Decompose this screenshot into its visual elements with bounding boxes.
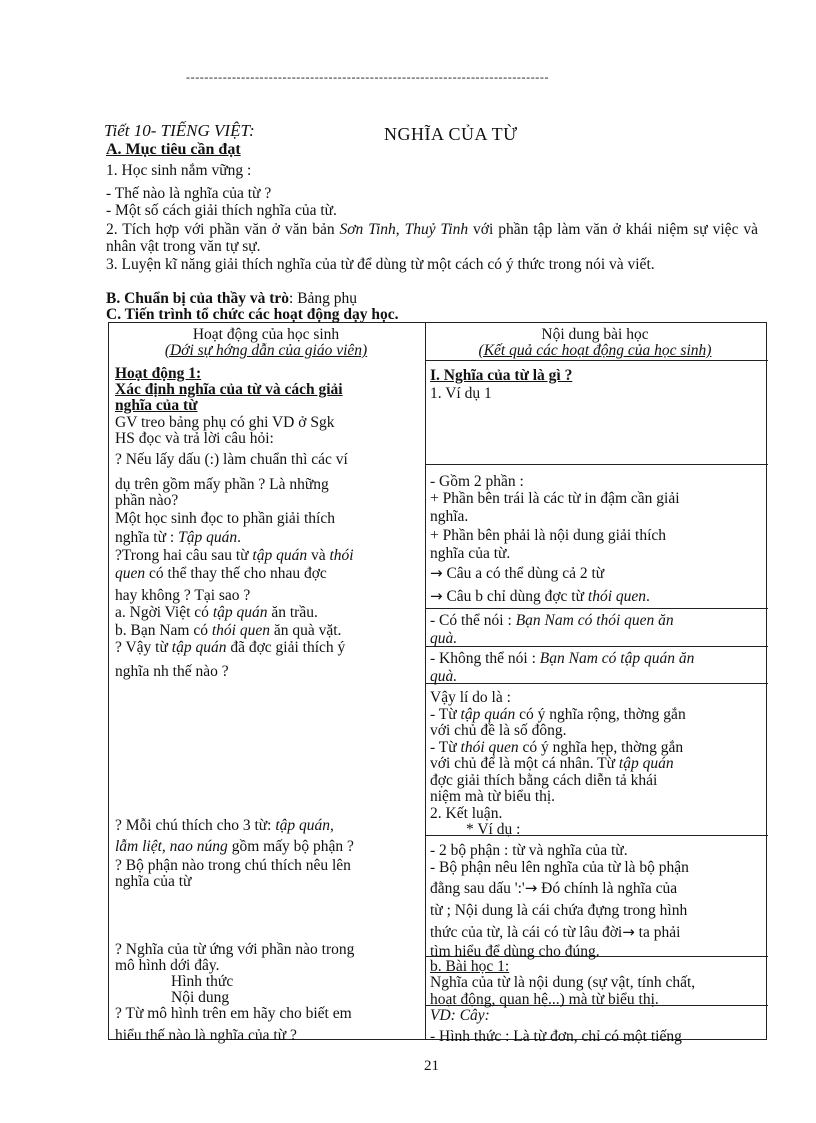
meaning-part-line-1: - Bộ phận nêu lên nghĩa của từ là bộ phận bbox=[430, 859, 689, 876]
q2-mid: và bbox=[307, 547, 330, 564]
page-top-rule: ------------------------------------------------------------------------------- bbox=[186, 70, 550, 84]
question-2-line-3: hay không ? Tại sao ? bbox=[115, 587, 251, 604]
question-4-line-2 bbox=[115, 838, 354, 856]
reason-title: Vậy lí do là : bbox=[430, 689, 511, 706]
can-say-line-2: quà. bbox=[430, 630, 458, 647]
row-separator bbox=[425, 464, 768, 465]
question-3-line-2: nghĩa nh thế nào ? bbox=[115, 663, 229, 680]
objective-2-post: với phần tập làm văn ở khái niệm sự việc và nhân vật trong văn tự sự. bbox=[106, 221, 759, 255]
reason-2-line-3: đợc giải thích bằng cách diễn tả khái bbox=[430, 772, 658, 789]
lesson-1-line-2: hoạt động, quan hệ...) mà từ biểu thị. bbox=[430, 991, 659, 1008]
arrow-icon: → bbox=[524, 879, 538, 897]
reason-1-term: tập quán bbox=[460, 706, 516, 723]
question-6-line-2: mô hình dới đây. bbox=[115, 957, 220, 974]
sentence-b-term: thói quen bbox=[587, 588, 647, 605]
objective-2-work-1: Sơn Tinh bbox=[339, 221, 396, 238]
column-divider bbox=[425, 323, 426, 1039]
q4-terms-a: tập quán, bbox=[275, 817, 334, 834]
meaning-part-pre: đằng sau dấu ':' bbox=[430, 880, 525, 897]
meaning-part-line-2 bbox=[430, 879, 677, 898]
answer-right-part-1: + Phần bên phải là nội dung giải thích bbox=[430, 527, 667, 544]
reason-1-pre: - Từ bbox=[430, 706, 461, 723]
question-2-line-2 bbox=[115, 565, 327, 583]
objective-1: 1. Học sinh nắm vững : bbox=[106, 162, 252, 179]
question-7-line-1: ? Từ mô hình trên em hãy cho biết em bbox=[115, 1005, 352, 1022]
section-1-title: I. Nghĩa của từ là gì ? bbox=[430, 367, 573, 384]
reason-2-pre: - Từ bbox=[430, 739, 461, 756]
read-aloud-pre: nghĩa từ : bbox=[115, 529, 179, 546]
lesson-label: Tiết 10- TIẾNG VIỆT: bbox=[104, 121, 255, 140]
meaning-part-4-pre: thức của từ, là cái có từ lâu đời bbox=[430, 924, 623, 941]
reason-2b-term: tập quán bbox=[618, 755, 674, 772]
answer-left-part-1: + Phần bên trái là các từ in đậm cần giải bbox=[430, 490, 680, 507]
arrow-icon: → bbox=[430, 564, 443, 582]
answer-right-part-2: nghĩa của từ. bbox=[430, 545, 511, 562]
cannot-say-line-1 bbox=[430, 650, 694, 668]
answer-sentence-a bbox=[430, 564, 604, 583]
read-aloud-line-1: Một học sinh đọc to phần giải thích bbox=[115, 510, 335, 527]
objective-1b: - Một số cách giải thích nghĩa của từ. bbox=[106, 202, 337, 219]
prep-line bbox=[106, 290, 758, 307]
question-3-line-1 bbox=[115, 639, 345, 657]
arrow-icon: → bbox=[430, 587, 443, 605]
q3-post: đã đợc giải thích ý bbox=[226, 639, 346, 656]
activity-title: Hoạt động 1: bbox=[115, 365, 202, 382]
process-heading: C. Tiến trình tổ chức các hoạt động dạy học. bbox=[106, 306, 399, 323]
cannot-say-pre: - Không thể nói : bbox=[430, 650, 540, 667]
reason-2-line-4: niệm mà từ biểu thị. bbox=[430, 788, 556, 805]
lesson-main-title: NGHĨA CỦA TỪ bbox=[384, 124, 518, 144]
objectives-heading: A. Mục tiêu cần đạt bbox=[106, 141, 241, 158]
right-column-header: Nội dung bài học bbox=[541, 326, 649, 343]
read-aloud-post: . bbox=[237, 529, 241, 546]
q4-terms-b: lẫm liệt, nao núng bbox=[115, 838, 228, 855]
objective-2-sep: , bbox=[395, 221, 405, 238]
question-6-line-1: ? Nghĩa của từ ứng với phần nào trong bbox=[115, 941, 355, 958]
arrow-icon: → bbox=[622, 923, 635, 941]
tree-form-line: - Hình thức : Là từ đơn, chỉ có một tiếng bbox=[430, 1028, 682, 1045]
ex-a-pre: a. Ngời Việt có bbox=[115, 604, 213, 621]
student-instruction: HS đọc và trả lời câu hỏi: bbox=[115, 430, 274, 447]
cannot-say-line-2: quà. bbox=[430, 668, 458, 685]
row-separator bbox=[425, 360, 768, 361]
activity-goal-line-1: Xác định nghĩa của từ và cách giải bbox=[115, 381, 343, 398]
ex-b-pre: b. Bạn Nam có bbox=[115, 622, 212, 639]
reason-2-line-2 bbox=[430, 755, 674, 773]
objective-2 bbox=[106, 221, 758, 255]
can-say-example: Bạn Nam có thói quen ăn bbox=[515, 612, 674, 629]
reason-2-post: có ý nghĩa hẹp, thờng gắn bbox=[518, 739, 684, 756]
question-4-line-1 bbox=[115, 817, 334, 835]
reason-1-post: có ý nghĩa rộng, thờng gắn bbox=[515, 706, 686, 723]
q2-post: có thể thay thế cho nhau đợc bbox=[145, 565, 327, 582]
meaning-part-line-4 bbox=[430, 923, 680, 942]
sentence-b-pre: Câu b chỉ dùng đợc từ bbox=[446, 588, 588, 605]
student-activity-column bbox=[115, 326, 417, 1044]
teacher-instruction: GV treo bảng phụ có ghi VD ở Sgk bbox=[115, 414, 335, 431]
can-say-line-1 bbox=[430, 612, 674, 630]
objective-2-work-2: Thuỷ Tinh bbox=[404, 221, 469, 238]
lesson-1-line-1: Nghĩa của từ là nội dung (sự vật, tính chất, bbox=[430, 974, 696, 991]
reason-1-line-2: với chủ đề là số đông. bbox=[430, 722, 567, 739]
model-form: Hình thức bbox=[171, 973, 234, 990]
example-a bbox=[115, 604, 318, 622]
example-tree: VD: Cây: bbox=[430, 1007, 490, 1024]
row-separator bbox=[425, 608, 768, 609]
model-content: Nội dung bbox=[171, 989, 230, 1006]
q3-term: tập quán bbox=[171, 639, 227, 656]
ex-a-post: ăn trầu. bbox=[267, 604, 318, 621]
question-1-line-2: dụ trên gồm mấy phần ? Là những bbox=[115, 476, 329, 493]
ex-a-term: tập quán bbox=[212, 604, 268, 621]
reason-2-term: thói quen bbox=[460, 739, 519, 756]
parts-answer: - 2 bộ phận : từ và nghĩa của từ. bbox=[430, 842, 628, 859]
prep-value: : Bảng phụ bbox=[289, 290, 358, 307]
meaning-part-post: Đó chính là nghĩa của bbox=[537, 880, 678, 897]
left-column-subheader: (Dới sự hớng dẫn của giáo viên) bbox=[164, 342, 368, 359]
example-2-title: * Ví dụ : bbox=[466, 821, 521, 838]
cannot-say-example: Bạn Nam có tập quán ăn bbox=[539, 650, 695, 667]
lesson-1-title: b. Bài học 1: bbox=[430, 958, 510, 975]
example-1-title: 1. Ví dụ 1 bbox=[430, 385, 492, 402]
question-1-line-3: phần nào? bbox=[115, 492, 179, 509]
question-2-line-1 bbox=[115, 547, 354, 565]
meaning-part-4-post: ta phải bbox=[634, 924, 681, 941]
objective-2-pre: 2. Tích hợp với phần văn ở văn bản bbox=[106, 221, 340, 238]
q2-term-2b: quen bbox=[115, 565, 146, 582]
row-separator bbox=[425, 646, 768, 647]
q2-term-1: tập quán bbox=[252, 547, 308, 564]
sentence-b-post: . bbox=[646, 588, 650, 605]
q4-post: gồm mấy bộ phận ? bbox=[227, 838, 354, 855]
answer-parts: - Gồm 2 phần : bbox=[430, 473, 524, 490]
activity-table bbox=[108, 322, 767, 1045]
question-7-line-2: hiểu thế nào là nghĩa của từ ? bbox=[115, 1027, 297, 1044]
lesson-content-column bbox=[430, 326, 760, 1045]
objective-1a: - Thế nào là nghĩa của từ ? bbox=[106, 185, 272, 202]
q2-pre: ?Trong hai câu sau từ bbox=[115, 547, 253, 564]
page-number: 21 bbox=[424, 1058, 439, 1074]
read-aloud-line-2 bbox=[115, 529, 241, 547]
ex-b-post: ăn quà vặt. bbox=[269, 622, 342, 639]
left-column-header: Hoạt động của học sinh bbox=[192, 326, 340, 343]
example-b bbox=[115, 622, 341, 640]
q3-pre: ? Vậy từ bbox=[115, 639, 172, 656]
meaning-part-line-3: từ ; Nội dung là cái chứa đựng trong hình bbox=[430, 902, 688, 919]
section-2-title: 2. Kết luận. bbox=[430, 805, 503, 822]
meaning-part-line-5: tìm hiểu để dùng cho đúng. bbox=[430, 943, 600, 960]
read-aloud-term: Tập quán bbox=[178, 529, 238, 546]
objective-3: 3. Luyện kĩ năng giải thích nghĩa của từ để dùng từ một cách có ý thức trong nói và viết. bbox=[106, 256, 655, 273]
activity-goal-line-2: nghĩa của từ bbox=[115, 397, 198, 414]
sentence-a-text: Câu a có thể dùng cả 2 từ bbox=[446, 565, 605, 582]
question-5-line-1: ? Bộ phận nào trong chú thích nêu lên bbox=[115, 857, 351, 874]
answer-sentence-b bbox=[430, 587, 650, 606]
q2-term-2: thói bbox=[329, 547, 354, 564]
reason-2b-pre: với chủ để là một cá nhân. Từ bbox=[430, 755, 619, 772]
row-separator bbox=[425, 683, 768, 684]
ex-b-term: thói quen bbox=[211, 622, 270, 639]
q4-pre: ? Mỗi chú thích cho 3 từ: bbox=[115, 817, 276, 834]
prep-label: B. Chuẩn bị của thầy và trò bbox=[106, 290, 290, 307]
question-5-line-2: nghĩa của từ bbox=[115, 873, 192, 890]
right-column-subheader: (Kết quả các hoạt động của học sinh) bbox=[478, 342, 712, 359]
answer-left-part-2: nghĩa. bbox=[430, 508, 469, 525]
question-1-line-1: ? Nếu lấy dấu (:) làm chuẩn thì các ví bbox=[115, 451, 348, 468]
can-say-pre: - Có thể nói : bbox=[430, 612, 516, 629]
